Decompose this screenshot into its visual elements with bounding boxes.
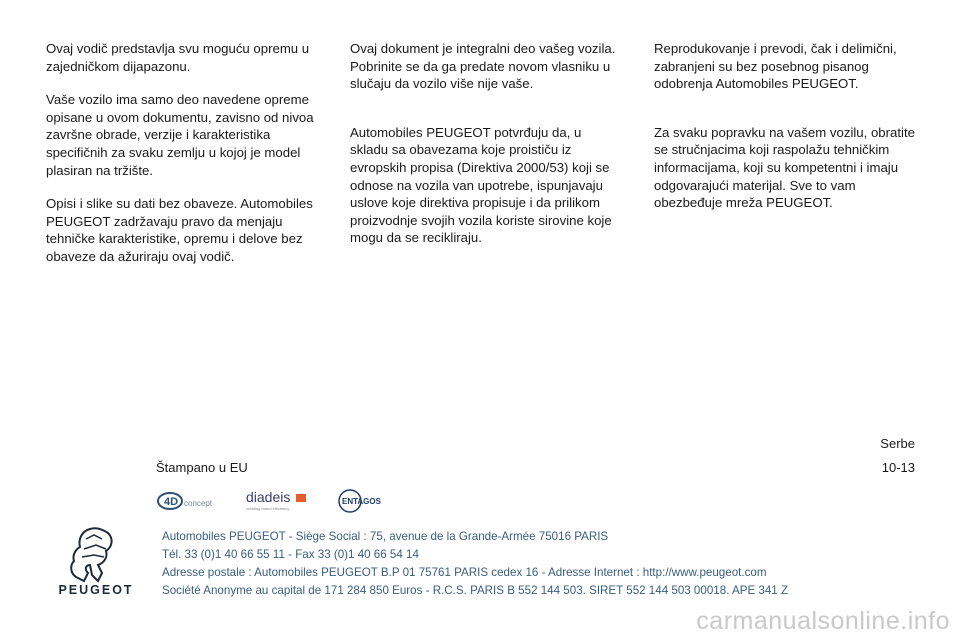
entagos-logo bbox=[339, 490, 382, 512]
svg-text:diadeis: diadeis bbox=[246, 489, 291, 505]
diadeis-logo bbox=[246, 489, 306, 511]
svg-text:4D: 4D bbox=[164, 496, 179, 508]
paragraph: Automobiles PEUGEOT potvrđuju da, u skladu sa obavezama koje proističu iz evropskih propisa (Direktiva 2000/53) koji se odnose na vozila van upotrebe, ispunjavaju uslove koje direktiva propisuje i da prilikom proizvodnje svojih vozila koriste sirovine koje mogu da se recikliraju. bbox=[350, 124, 612, 246]
paragraph: Reprodukovanje i prevodi, čak i delimični, zabranjeni su bez posebnog pisanog odobrenja Automobiles PEUGEOT. bbox=[654, 41, 897, 92]
lion-icon bbox=[46, 525, 146, 585]
corporate-line: Adresse postale : Automobiles PEUGEOT B.P 01 75761 PARIS cedex 16 - Adresse Internet : http://www.peugeot.com bbox=[162, 566, 767, 579]
brand-name: PEUGEOT bbox=[58, 583, 134, 597]
text-column-1 bbox=[46, 40, 316, 282]
printed-in-label: Štampano u EU bbox=[156, 460, 248, 475]
text-column-2 bbox=[350, 40, 620, 263]
partner-logos bbox=[156, 488, 396, 514]
corporate-line: Société Anonyme au capital de 171 284 850 Euros - R.C.S. PARIS B 552 144 503. SIRET 552 144 503 00018. APE 341 Z bbox=[162, 584, 789, 597]
language-label: Serbe bbox=[880, 436, 915, 451]
corporate-line: Tél. 33 (0)1 40 66 55 11 - Fax 33 (0)1 40 66 54 14 bbox=[162, 548, 419, 561]
svg-text:creating brand efficiency: creating brand efficiency bbox=[246, 506, 290, 511]
paragraph: Vaše vozilo ima samo deo navedene opreme opisane u ovom dokumentu, zavisno od nivoa završne obrade, verzije i karakteristika specifičnih za svaku zemlju u kojoj je model plasiran na tržište. bbox=[46, 92, 314, 178]
text-column-3 bbox=[654, 40, 926, 228]
paragraph: Ovaj vodič predstavlja svu moguću opremu u zajedničkom dijapazonu. bbox=[46, 41, 310, 74]
svg-text:concept: concept bbox=[184, 499, 213, 508]
corporate-info bbox=[162, 528, 788, 600]
svg-text:ENTAGOS: ENTAGOS bbox=[342, 497, 381, 506]
watermark: carmanualsonline.info bbox=[696, 607, 950, 635]
document-code: 10-13 bbox=[881, 460, 915, 475]
partner-logos-graphic bbox=[156, 488, 396, 514]
paragraph: Za svaku popravku na vašem vozilu, obratite se stručnjacima koji raspolažu tehničkim informacijama, koji su kompetentni i imaju odgovarajući materijal. Sve to vam obezbeđuje mreža PEUGEOT. bbox=[654, 124, 915, 211]
corporate-line: Automobiles PEUGEOT - Siège Social : 75, avenue de la Grande-Armée 75016 PARIS bbox=[162, 530, 609, 543]
paragraph: Opisi i slike su dati bez obaveze. Automobiles PEUGEOT zadržavaju pravo da menjaju tehničke karakteristike, opremu i delove bez obaveze da ažuriraju ovaj vodič. bbox=[46, 196, 313, 264]
paragraph: Ovaj dokument je integralni deo vašeg vozila. Pobrinite se da ga predate novom vlasniku u slučaju da vozilo više nije vaše. bbox=[350, 41, 616, 92]
concept-logo bbox=[158, 493, 213, 509]
